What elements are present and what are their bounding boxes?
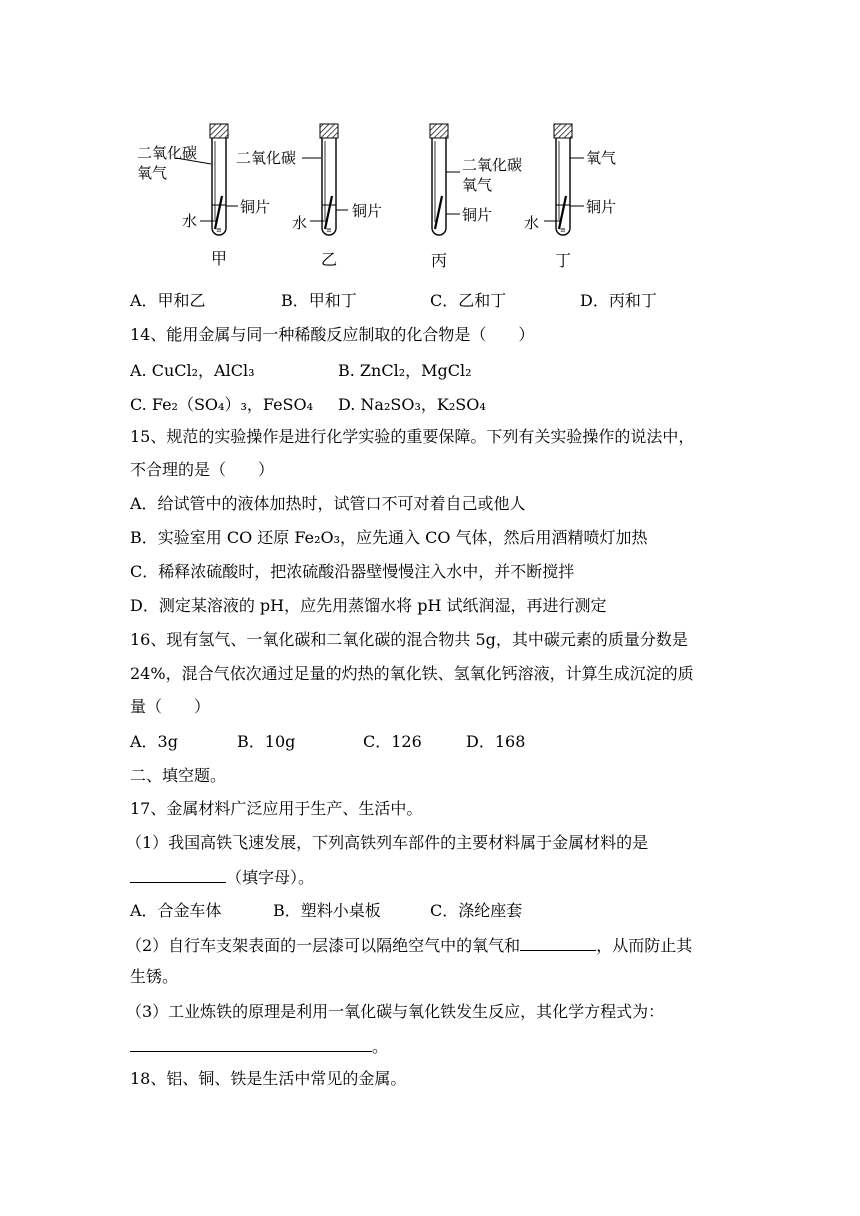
tube-yi-label-co2: 二氧化碳	[236, 149, 297, 167]
q14-option-d: D. Na₂SO₃，K₂SO₄	[338, 395, 486, 414]
q17-part1: （1）我国高铁飞速发展，下列高铁列车部件的主要材料属于金属材料的是	[126, 833, 649, 852]
q13-option-c: C．乙和丁	[430, 291, 507, 310]
tube-jia-label-water: 水	[182, 212, 198, 230]
tube-bing-title: 丙	[431, 251, 448, 270]
q15-stem-line2: 不合理的是（ ）	[130, 460, 275, 479]
tube-jia-label-cu: 铜片	[240, 198, 271, 216]
q16-stem-line2: 24%，混合气依次通过足量的灼热的氧化铁、氢氧化钙溶液，计算生成沉淀的质	[130, 664, 694, 683]
q16-stem-line1: 16、现有氢气、一氧化碳和二氧化碳的混合物共 5g，其中碳元素的质量分数是	[130, 630, 688, 649]
tube-yi	[236, 124, 382, 269]
q17-part3-answer-line	[130, 1035, 388, 1057]
tube-yi-label-cu: 铜片	[352, 202, 383, 220]
tube-jia-label-o2: 氧气	[137, 164, 168, 182]
tube-ding-label-cu: 铜片	[586, 198, 617, 216]
q16-option-c: C．126	[363, 732, 422, 751]
test-tube-figure	[0, 0, 860, 280]
tube-bing-label-co2: 二氧化碳	[462, 156, 523, 174]
tube-ding-label-water: 水	[524, 214, 540, 232]
q15-option-c: C．稀释浓硫酸时，把浓硫酸沿器壁慢慢注入水中，并不断搅拌	[130, 562, 575, 581]
tube-jia-title: 甲	[211, 249, 228, 268]
q15-option-a: A．给试管中的液体加热时，试管口不可对着自己或他人	[130, 494, 526, 513]
tube-ding-label-o2: 氧气	[586, 149, 617, 167]
q17-part2-blank[interactable]	[520, 934, 596, 951]
q17-part1-answer-line	[130, 866, 314, 888]
tube-bing-label-o2: 氧气	[462, 176, 493, 194]
q14-option-c: C. Fe₂（SO₄）₃，FeSO₄	[130, 395, 314, 414]
q17-part3: （3）工业炼铁的原理是利用一氧化碳与氧化铁发生反应，其化学方程式为：	[126, 1002, 665, 1021]
q13-option-a: A．甲和乙	[130, 291, 206, 310]
q17-stem: 17、金属材料广泛应用于生产、生活中。	[130, 799, 423, 818]
q16-stem-line3: 量（ ）	[130, 697, 211, 716]
q17-option-a: A．合金车体	[130, 901, 222, 920]
q14-stem: 14、能用金属与同一种稀酸反应制取的化合物是（ ）	[130, 325, 535, 344]
q16-option-a: A．3g	[130, 732, 178, 751]
q16-option-d: D．168	[466, 732, 526, 751]
q17-part1-suffix: （填字母）。	[226, 868, 315, 887]
q15-option-d: D．测定某溶液的 pH，应先用蒸馏水将 pH 试纸润湿，再进行测定	[130, 596, 607, 615]
svg-text:≡: ≡	[560, 226, 566, 234]
q17-part3-blank[interactable]	[130, 1035, 372, 1052]
tube-ding-title: 丁	[555, 251, 572, 270]
q15-option-b: B．实验室用 CO 还原 Fe₂O₃，应先通入 CO 气体，然后用酒精喷灯加热	[130, 528, 648, 547]
section-title-fill-in: 二、填空题。	[130, 766, 227, 785]
q17-option-b: B．塑料小桌板	[273, 901, 381, 920]
q15-stem-line1: 15、规范的实验操作是进行化学实验的重要保障。下列有关实验操作的说法中，	[130, 427, 695, 446]
svg-text:≡: ≡	[216, 226, 222, 234]
q17-part2-text: （2）自行车支架表面的一层漆可以隔绝空气中的氧气和	[126, 936, 521, 955]
tube-jia-label-co2: 二氧化碳	[137, 144, 198, 162]
q17-part2-line	[126, 934, 692, 956]
q17-part2-suffix: ，从而防止其	[596, 936, 693, 955]
q14-option-a: A. CuCl₂，AlCl₃	[130, 361, 255, 380]
tube-bing-label-cu: 铜片	[462, 206, 493, 224]
q17-part3-suffix: 。	[372, 1037, 389, 1056]
q18-stem: 18、铝、铜、铁是生活中常见的金属。	[130, 1069, 407, 1088]
q17-option-c: C．涤纶座套	[430, 901, 523, 920]
svg-text:≡: ≡	[326, 226, 332, 234]
q17-part2-end: 生锈。	[130, 967, 179, 986]
tube-yi-title: 乙	[321, 250, 338, 269]
tube-yi-label-water: 水	[292, 214, 308, 232]
q14-option-b: B. ZnCl₂，MgCl₂	[338, 361, 472, 380]
q13-option-d: D．丙和丁	[580, 291, 657, 310]
tube-bing	[430, 124, 522, 270]
q16-option-b: B．10g	[237, 732, 296, 751]
tube-ding	[524, 124, 616, 270]
tube-jia	[137, 124, 270, 268]
q17-part1-blank[interactable]	[130, 866, 226, 883]
q13-option-b: B．甲和丁	[281, 291, 357, 310]
